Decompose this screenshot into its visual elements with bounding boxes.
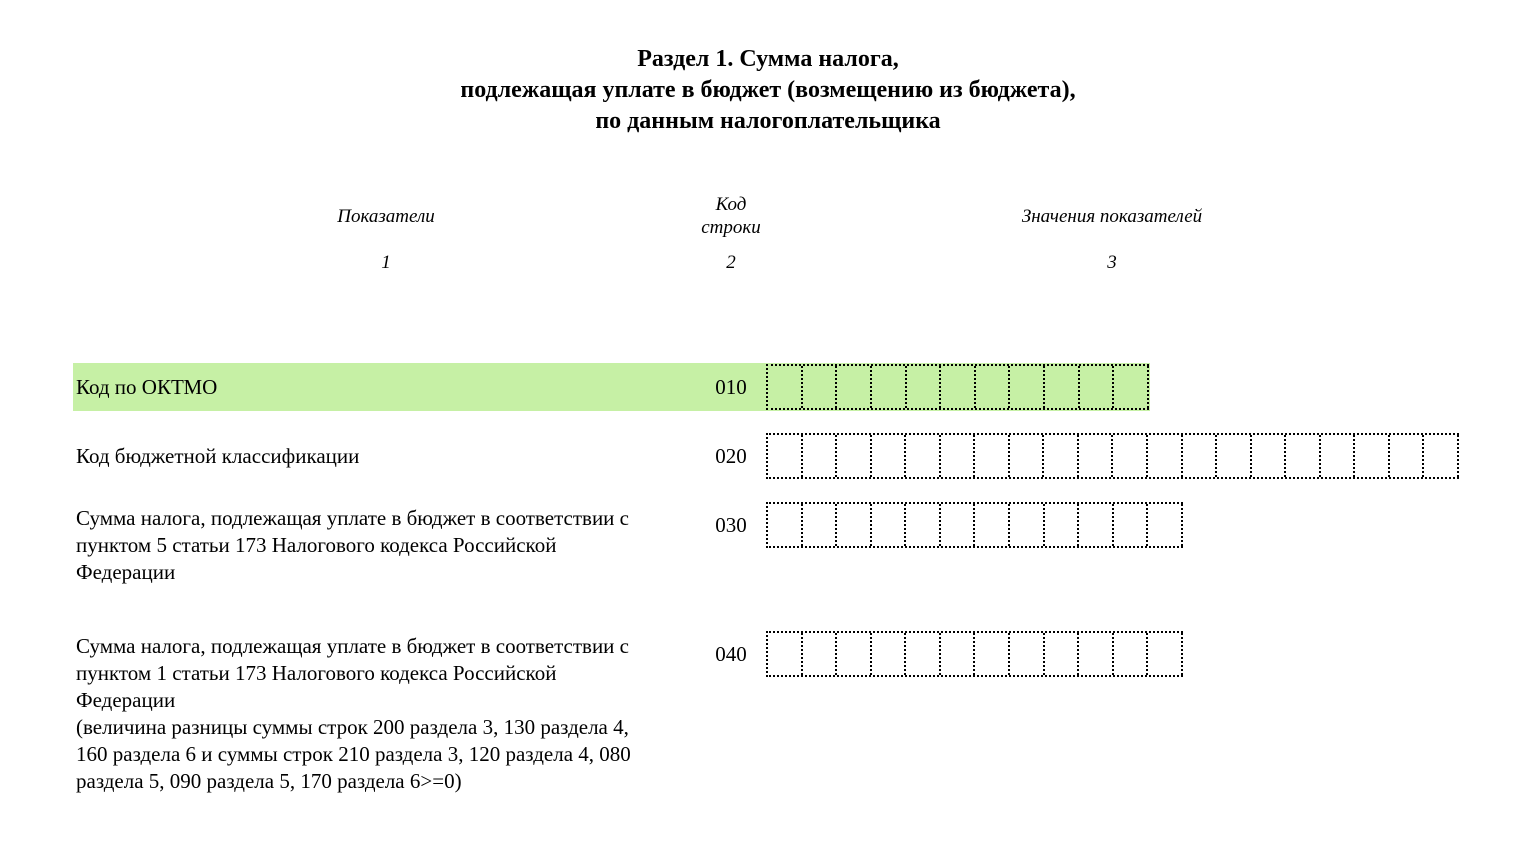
row-040-cell[interactable] (1045, 633, 1080, 675)
row-020-cell[interactable] (1217, 435, 1252, 477)
row-020-cell[interactable] (1321, 435, 1356, 477)
row-040-label-line-4: (величина разницы суммы строк 200 раздела 3, 130 раздела 4, (76, 715, 629, 739)
column-number-2: 2 (726, 252, 736, 273)
row-010-cell[interactable] (976, 366, 1011, 408)
row-010-cell[interactable] (872, 366, 907, 408)
row-020-cell[interactable] (906, 435, 941, 477)
row-010-code: 010 (715, 375, 747, 399)
row-030-cell[interactable] (1114, 504, 1149, 546)
row-030-cell[interactable] (803, 504, 838, 546)
row-040-code: 040 (715, 642, 747, 666)
row-030-cell[interactable] (941, 504, 976, 546)
row-020-input-cells[interactable] (766, 433, 1459, 479)
row-020-cell[interactable] (1252, 435, 1287, 477)
column-header-code-line-1: Код (715, 194, 747, 215)
row-020-cell[interactable] (1113, 435, 1148, 477)
row-040-label-line-5: 160 раздела 6 и суммы строк 210 раздела 3, 120 раздела 4, 080 (76, 742, 631, 766)
row-040-label-line-1: Сумма налога, подлежащая уплате в бюджет в соответствии с (76, 634, 629, 658)
row-010-cell[interactable] (1045, 366, 1080, 408)
row-020-cell[interactable] (803, 435, 838, 477)
row-010-cell[interactable] (941, 366, 976, 408)
row-020-cell[interactable] (975, 435, 1010, 477)
row-010-cell[interactable] (1010, 366, 1045, 408)
section-title-line-1: Раздел 1. Сумма налога, (637, 46, 899, 72)
row-040-label-line-6: раздела 5, 090 раздела 5, 170 раздела 6>=0) (76, 769, 462, 793)
row-020-cell[interactable] (1286, 435, 1321, 477)
row-030-label-line-2: пунктом 5 статьи 173 Налогового кодекса Российской (76, 533, 557, 557)
column-header-values: Значения показателей (1021, 206, 1203, 227)
row-030-code: 030 (715, 513, 747, 537)
column-number-1: 1 (381, 252, 391, 273)
row-020-cell[interactable] (1355, 435, 1390, 477)
row-030-cell[interactable] (906, 504, 941, 546)
row-020-cell[interactable] (1183, 435, 1218, 477)
row-020-code: 020 (715, 444, 747, 468)
row-010-cell[interactable] (1114, 366, 1149, 408)
row-030-label-line-3: Федерации (76, 560, 176, 584)
row-010-cell[interactable] (768, 366, 803, 408)
row-030-cell[interactable] (768, 504, 803, 546)
row-020-cell[interactable] (1044, 435, 1079, 477)
row-040-input-cells[interactable] (766, 631, 1183, 677)
row-040-cell[interactable] (768, 633, 803, 675)
row-040-label-line-3: Федерации (76, 688, 176, 712)
row-010-cell[interactable] (803, 366, 838, 408)
section-title-line-2: подлежащая уплате в бюджет (возмещению из бюджета), (460, 77, 1076, 103)
row-030-cell[interactable] (1148, 504, 1183, 546)
column-header-code-line-2: строки (701, 217, 761, 238)
row-010-cell[interactable] (837, 366, 872, 408)
row-040-cell[interactable] (1114, 633, 1149, 675)
row-010-label: Код по ОКТМО (76, 375, 218, 399)
row-040-cell[interactable] (941, 633, 976, 675)
row-030-cell[interactable] (1079, 504, 1114, 546)
row-040-cell[interactable] (906, 633, 941, 675)
row-030-input-cells[interactable] (766, 502, 1183, 548)
row-030-cell[interactable] (837, 504, 872, 546)
row-010-input-cells[interactable] (766, 364, 1149, 410)
row-020-label: Код бюджетной классификации (76, 444, 360, 468)
row-040-cell[interactable] (837, 633, 872, 675)
row-020-cell[interactable] (872, 435, 907, 477)
row-040-label-line-2: пунктом 1 статьи 173 Налогового кодекса Российской (76, 661, 557, 685)
row-040-cell[interactable] (1148, 633, 1183, 675)
row-010-cell[interactable] (1080, 366, 1115, 408)
row-020-cell[interactable] (837, 435, 872, 477)
row-030-label-line-1: Сумма налога, подлежащая уплате в бюджет в соответствии с (76, 506, 629, 530)
row-020-cell[interactable] (1079, 435, 1114, 477)
row-020-cell[interactable] (1390, 435, 1425, 477)
row-040-cell[interactable] (1079, 633, 1114, 675)
section-title (0, 44, 1536, 137)
row-040-label (76, 633, 696, 795)
row-030-label (76, 505, 696, 586)
row-020-cell[interactable] (1148, 435, 1183, 477)
row-040-cell[interactable] (975, 633, 1010, 675)
row-030-cell[interactable] (975, 504, 1010, 546)
row-030-cell[interactable] (1045, 504, 1080, 546)
row-030-cell[interactable] (1010, 504, 1045, 546)
row-020-cell[interactable] (1424, 435, 1459, 477)
row-040-cell[interactable] (1010, 633, 1045, 675)
row-010-cell[interactable] (907, 366, 942, 408)
row-020-cell[interactable] (768, 435, 803, 477)
row-030-cell[interactable] (872, 504, 907, 546)
section-title-line-3: по данным налогоплательщика (595, 108, 941, 134)
row-040-cell[interactable] (872, 633, 907, 675)
row-020-cell[interactable] (1010, 435, 1045, 477)
row-020-cell[interactable] (941, 435, 976, 477)
column-number-3: 3 (1107, 252, 1117, 273)
column-header-indicators: Показатели (337, 206, 435, 227)
row-040-cell[interactable] (803, 633, 838, 675)
